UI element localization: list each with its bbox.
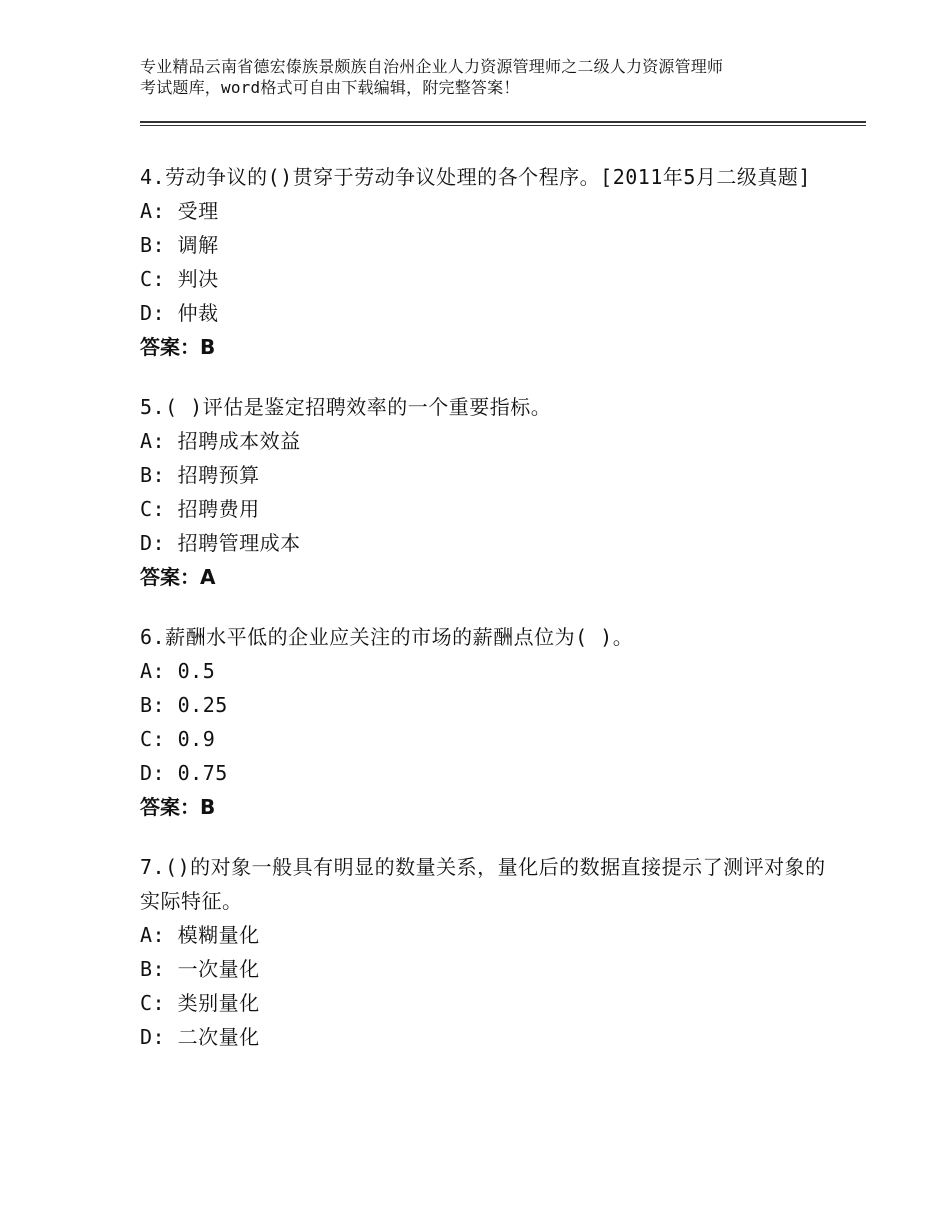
option-a: A: 受理 <box>140 199 219 223</box>
question-7 <box>140 850 840 1054</box>
question-6 <box>140 620 840 824</box>
question-text: 4.劳动争议的()贯穿于劳动争议处理的各个程序。[2011年5月二级真题] <box>140 165 811 189</box>
option-b: B: 调解 <box>140 233 219 257</box>
option-b: B: 招聘预算 <box>140 463 260 487</box>
option-c: C: 判决 <box>140 267 219 291</box>
question-text: 5.( )评估是鉴定招聘效率的一个重要指标。 <box>140 395 552 419</box>
option-c: C: 0.9 <box>140 727 216 751</box>
option-c: C: 类别量化 <box>140 991 260 1015</box>
header-line-2: 考试题库，word格式可自由下载编辑，附完整答案！ <box>140 78 520 97</box>
option-a: A: 0.5 <box>140 659 216 683</box>
answer-label: 答案：B <box>140 795 216 819</box>
option-d: D: 0.75 <box>140 761 228 785</box>
header-line-1: 专业精品云南省德宏傣族景颇族自治州企业人力资源管理师之二级人力资源管理师 <box>140 57 724 76</box>
question-list <box>140 160 840 1080</box>
question-4 <box>140 160 840 364</box>
option-a: A: 招聘成本效益 <box>140 429 301 453</box>
answer-label: 答案：B <box>140 335 216 359</box>
header-divider-thin <box>140 125 866 126</box>
document-header <box>140 56 840 98</box>
answer-label: 答案：A <box>140 565 216 589</box>
option-d: D: 招聘管理成本 <box>140 531 301 555</box>
question-text: 7.()的对象一般具有明显的数量关系，量化后的数据直接提示了测评对象的实际特征。 <box>140 855 826 913</box>
header-divider-thick <box>140 121 866 123</box>
question-5 <box>140 390 840 594</box>
option-b: B: 一次量化 <box>140 957 260 981</box>
option-d: D: 二次量化 <box>140 1025 260 1049</box>
option-c: C: 招聘费用 <box>140 497 260 521</box>
option-b: B: 0.25 <box>140 693 228 717</box>
option-a: A: 模糊量化 <box>140 923 260 947</box>
question-text: 6.薪酬水平低的企业应关注的市场的薪酬点位为( )。 <box>140 625 634 649</box>
option-d: D: 仲裁 <box>140 301 219 325</box>
